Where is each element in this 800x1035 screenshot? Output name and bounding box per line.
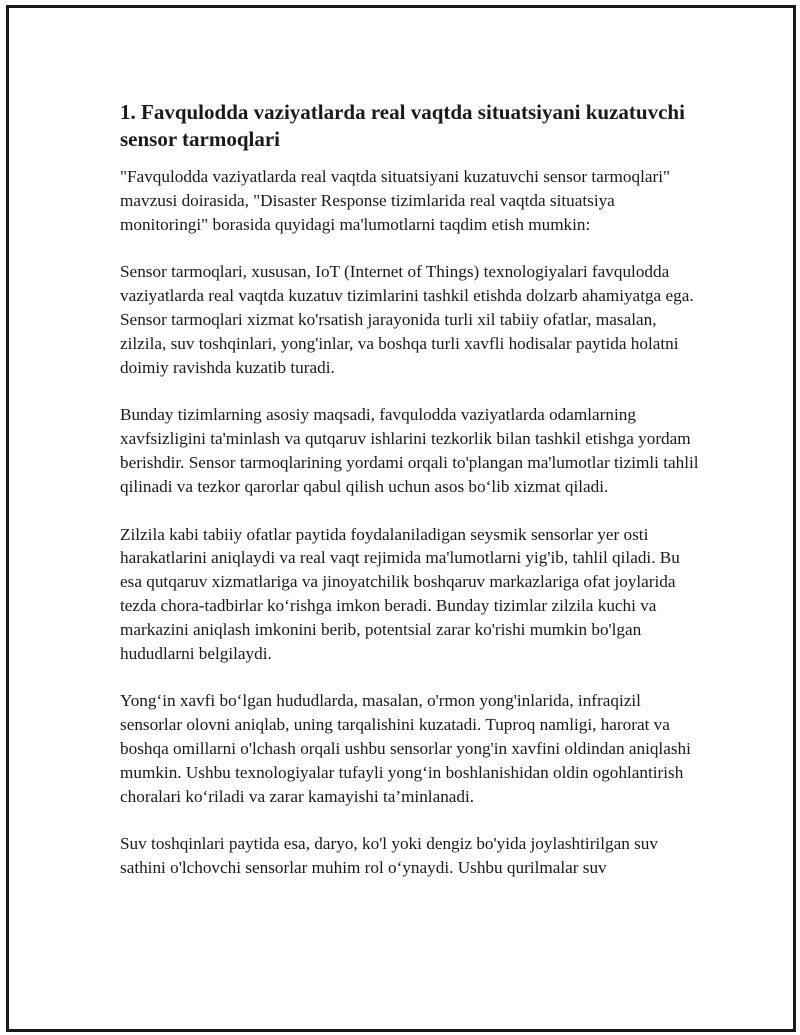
paragraph-system-goal: Bunday tizimlarning asosiy maqsadi, favqulodda vaziyatlarda odamlarning xavfsizligini ta'minlash va qutqaruv ishlarini tezkorlik bilan tashkil etishga yordam berishdir. Sensor tarmoqlarining yordami orqali to'plangan ma'lumotlar tizimli tahlil qilinadi va tezkor qarorlar qabul qilish uchun asos bo‘lib xizmat qiladi.	[120, 405, 699, 496]
paragraph-fire-sensors: Yong‘in xavfi bo‘lgan hududlarda, masalan, o'rmon yong'inlarida, infraqizil sensorlar olovni aniqlab, uning tarqalishini kuzatadi. Tuproq namligi, harorat va boshqa omillarni o'lchash orqali ushbu sensorlar yong'in xavfini oldindan aniqlashi mumkin. Ushbu texnologiyalar tufayli yong‘in boshlanishidan oldin ogohlantirish choralari ko‘riladi va zarar kamayishi ta’minlanadi.	[120, 691, 691, 806]
document-body	[120, 99, 700, 904]
paragraph-flood-sensors: Suv toshqinlari paytida esa, daryo, ko'l yoki dengiz bo'yida joylashtirilgan suv sathini o'lchovchi sensorlar muhim rol o‘ynaydi. Ushbu qurilmalar suv	[120, 834, 658, 878]
paragraph-sensor-networks: Sensor tarmoqlari, xususan, IoT (Internet of Things) texnologiyalari favqulodda vaziyatlarda real vaqtda kuzatuv tizimlarini tashkil etishda dolzarb ahamiyatga ega. Sensor tarmoqlari xizmat ko'rsatish jarayonida turli xil tabiiy ofatlar, masalan, zilzila, suv toshqinlari, yong'inlar, va boshqa turli xavfli hodisalar paytida holatni doimiy ravishda kuzatib turadi.	[120, 262, 694, 377]
document-page	[6, 5, 796, 1032]
paragraph-intro: "Favqulodda vaziyatlarda real vaqtda situatsiyani kuzatuvchi sensor tarmoqlari" mavzusi doirasida, "Disaster Response tizimlarida real vaqtda situatsiya monitoringi" borasida quyidagi ma'lumotlarni taqdim etish mumkin:	[120, 167, 671, 234]
document-title: 1. Favqulodda vaziyatlarda real vaqtda situatsiyani kuzatuvchi sensor tarmoqlari	[120, 100, 685, 151]
paragraph-earthquake-sensors: Zilzila kabi tabiiy ofatlar paytida foydalaniladigan seysmik sensorlar yer osti harakatlarini aniqlaydi va real vaqt rejimida ma'lumotlarni yig'ib, tahlil qiladi. Bu esa qutqaruv xizmatlariga va jinoyatchilik boshqaruv markazlariga ofat joylarida tezda chora-tadbirlar ko‘rishga imkon beradi. Bunday tizimlar zilzila kuchi va markazini aniqlash imkonini berib, potentsial zarar ko'rishi mumkin bo'lgan hududlarni belgilaydi.	[120, 524, 680, 663]
